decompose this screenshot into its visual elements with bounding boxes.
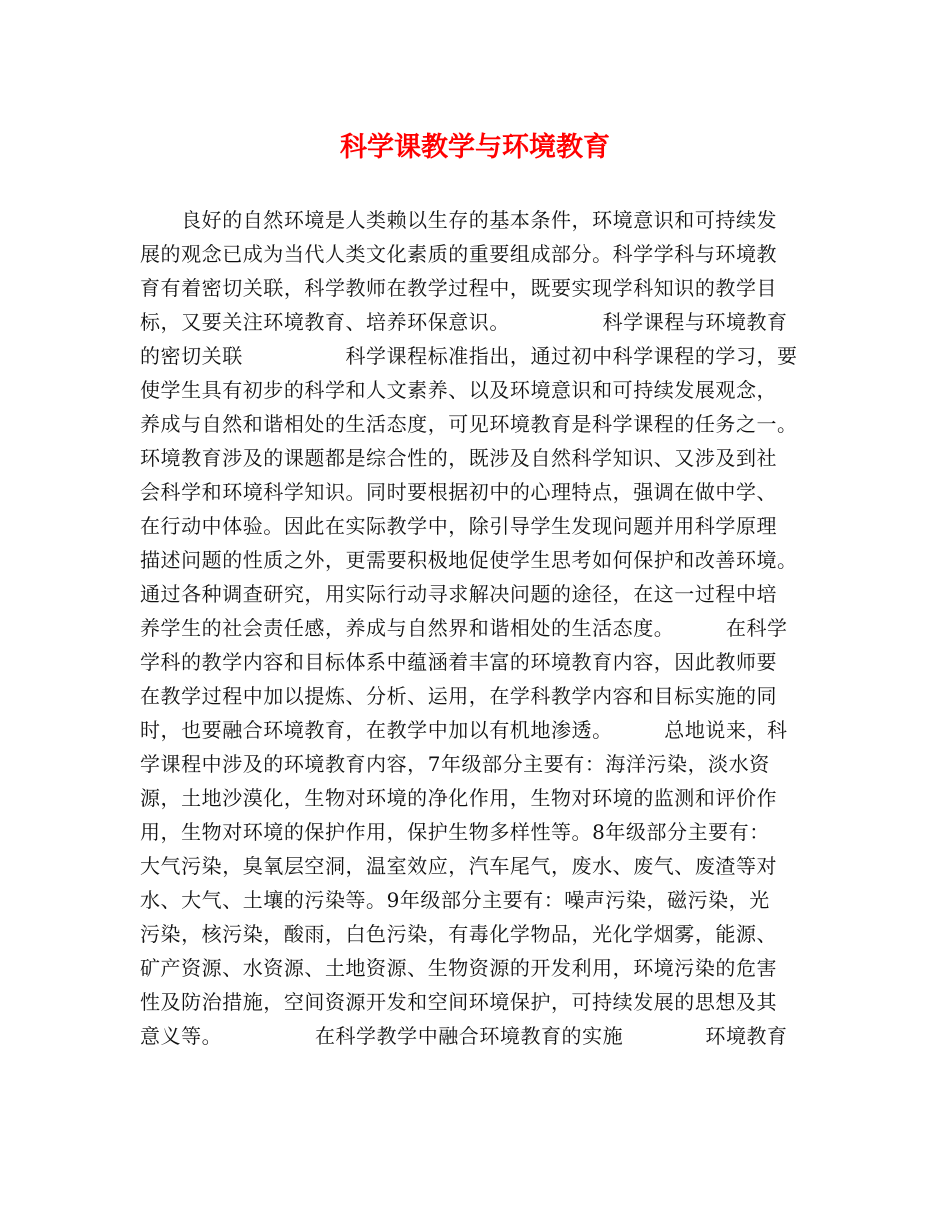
body-line: 展的观念已成为当代人类文化素质的重要组成部分。科学学科与环境教 [140, 242, 778, 266]
body-line: 良好的自然环境是人类赖以生存的基本条件，环境意识和可持续发 [140, 208, 778, 232]
body-line: 描述问题的性质之外，更需要积极地促使学生思考如何保护和改善环境。 [140, 548, 798, 572]
body-line: 使学生具有初步的科学和人文素养、以及环境意识和可持续发展观念， [140, 378, 778, 402]
body-line: 育有着密切关联，科学教师在教学过程中，既要实现学科知识的教学目 [140, 276, 778, 300]
body-line: 标，又要关注环境教育、培养环保意识。 科学课程与环境教育 [140, 310, 788, 334]
body-line: 学科的教学内容和目标体系中蕴涵着丰富的环境教育内容，因此教师要 [140, 650, 778, 674]
body-line: 水、大气、土壤的污染等。9年级部分主要有：噪声污染，磁污染，光 [140, 888, 770, 912]
body-line: 时，也要融合环境教育，在教学中加以有机地渗透。 总地说来，科 [140, 718, 788, 742]
body-line: 污染，核污染，酸雨，白色污染，有毒化学物品，光化学烟雾，能源、 [140, 922, 778, 946]
body-line: 性及防治措施，空间资源开发和空间环境保护，可持续发展的思想及其 [140, 990, 778, 1014]
document-body [140, 203, 830, 1053]
body-line: 环境教育涉及的课题都是综合性的，既涉及自然科学知识、又涉及到社 [140, 446, 778, 470]
body-line: 源，土地沙漠化，生物对环境的净化作用，生物对环境的监测和评价作 [140, 786, 778, 810]
body-line: 大气污染，臭氧层空洞，温室效应，汽车尾气，废水、废气、废渣等对 [140, 854, 778, 878]
body-line: 在行动中体验。因此在实际教学中，除引导学生发现问题并用科学原理 [140, 514, 778, 538]
body-line: 通过各种调查研究，用实际行动寻求解决问题的途径，在这一过程中培 [140, 582, 778, 606]
body-line: 在教学过程中加以提炼、分析、运用，在学科教学内容和目标实施的同 [140, 684, 778, 708]
body-line: 养成与自然和谐相处的生活态度，可见环境教育是科学课程的任务之一。 [140, 412, 798, 436]
body-line: 的密切关联 科学课程标准指出，通过初中科学课程的学习，要 [140, 344, 798, 368]
body-line: 学课程中涉及的环境教育内容，7年级部分主要有：海洋污染，淡水资 [140, 752, 770, 776]
body-line: 矿产资源、水资源、土地资源、生物资源的开发利用，环境污染的危害 [140, 956, 778, 980]
document-title: 科学课教学与环境教育 [340, 132, 610, 163]
body-line: 用，生物对环境的保护作用，保护生物多样性等。8年级部分主要有： [140, 820, 770, 844]
body-line: 会科学和环境科学知识。同时要根据初中的心理特点，强调在做中学、 [140, 480, 778, 504]
body-line: 养学生的社会责任感，养成与自然界和谐相处的生活态度。 在科学 [140, 616, 788, 640]
body-line: 意义等。 在科学教学中融合环境教育的实施 环境教育 [140, 1024, 788, 1048]
